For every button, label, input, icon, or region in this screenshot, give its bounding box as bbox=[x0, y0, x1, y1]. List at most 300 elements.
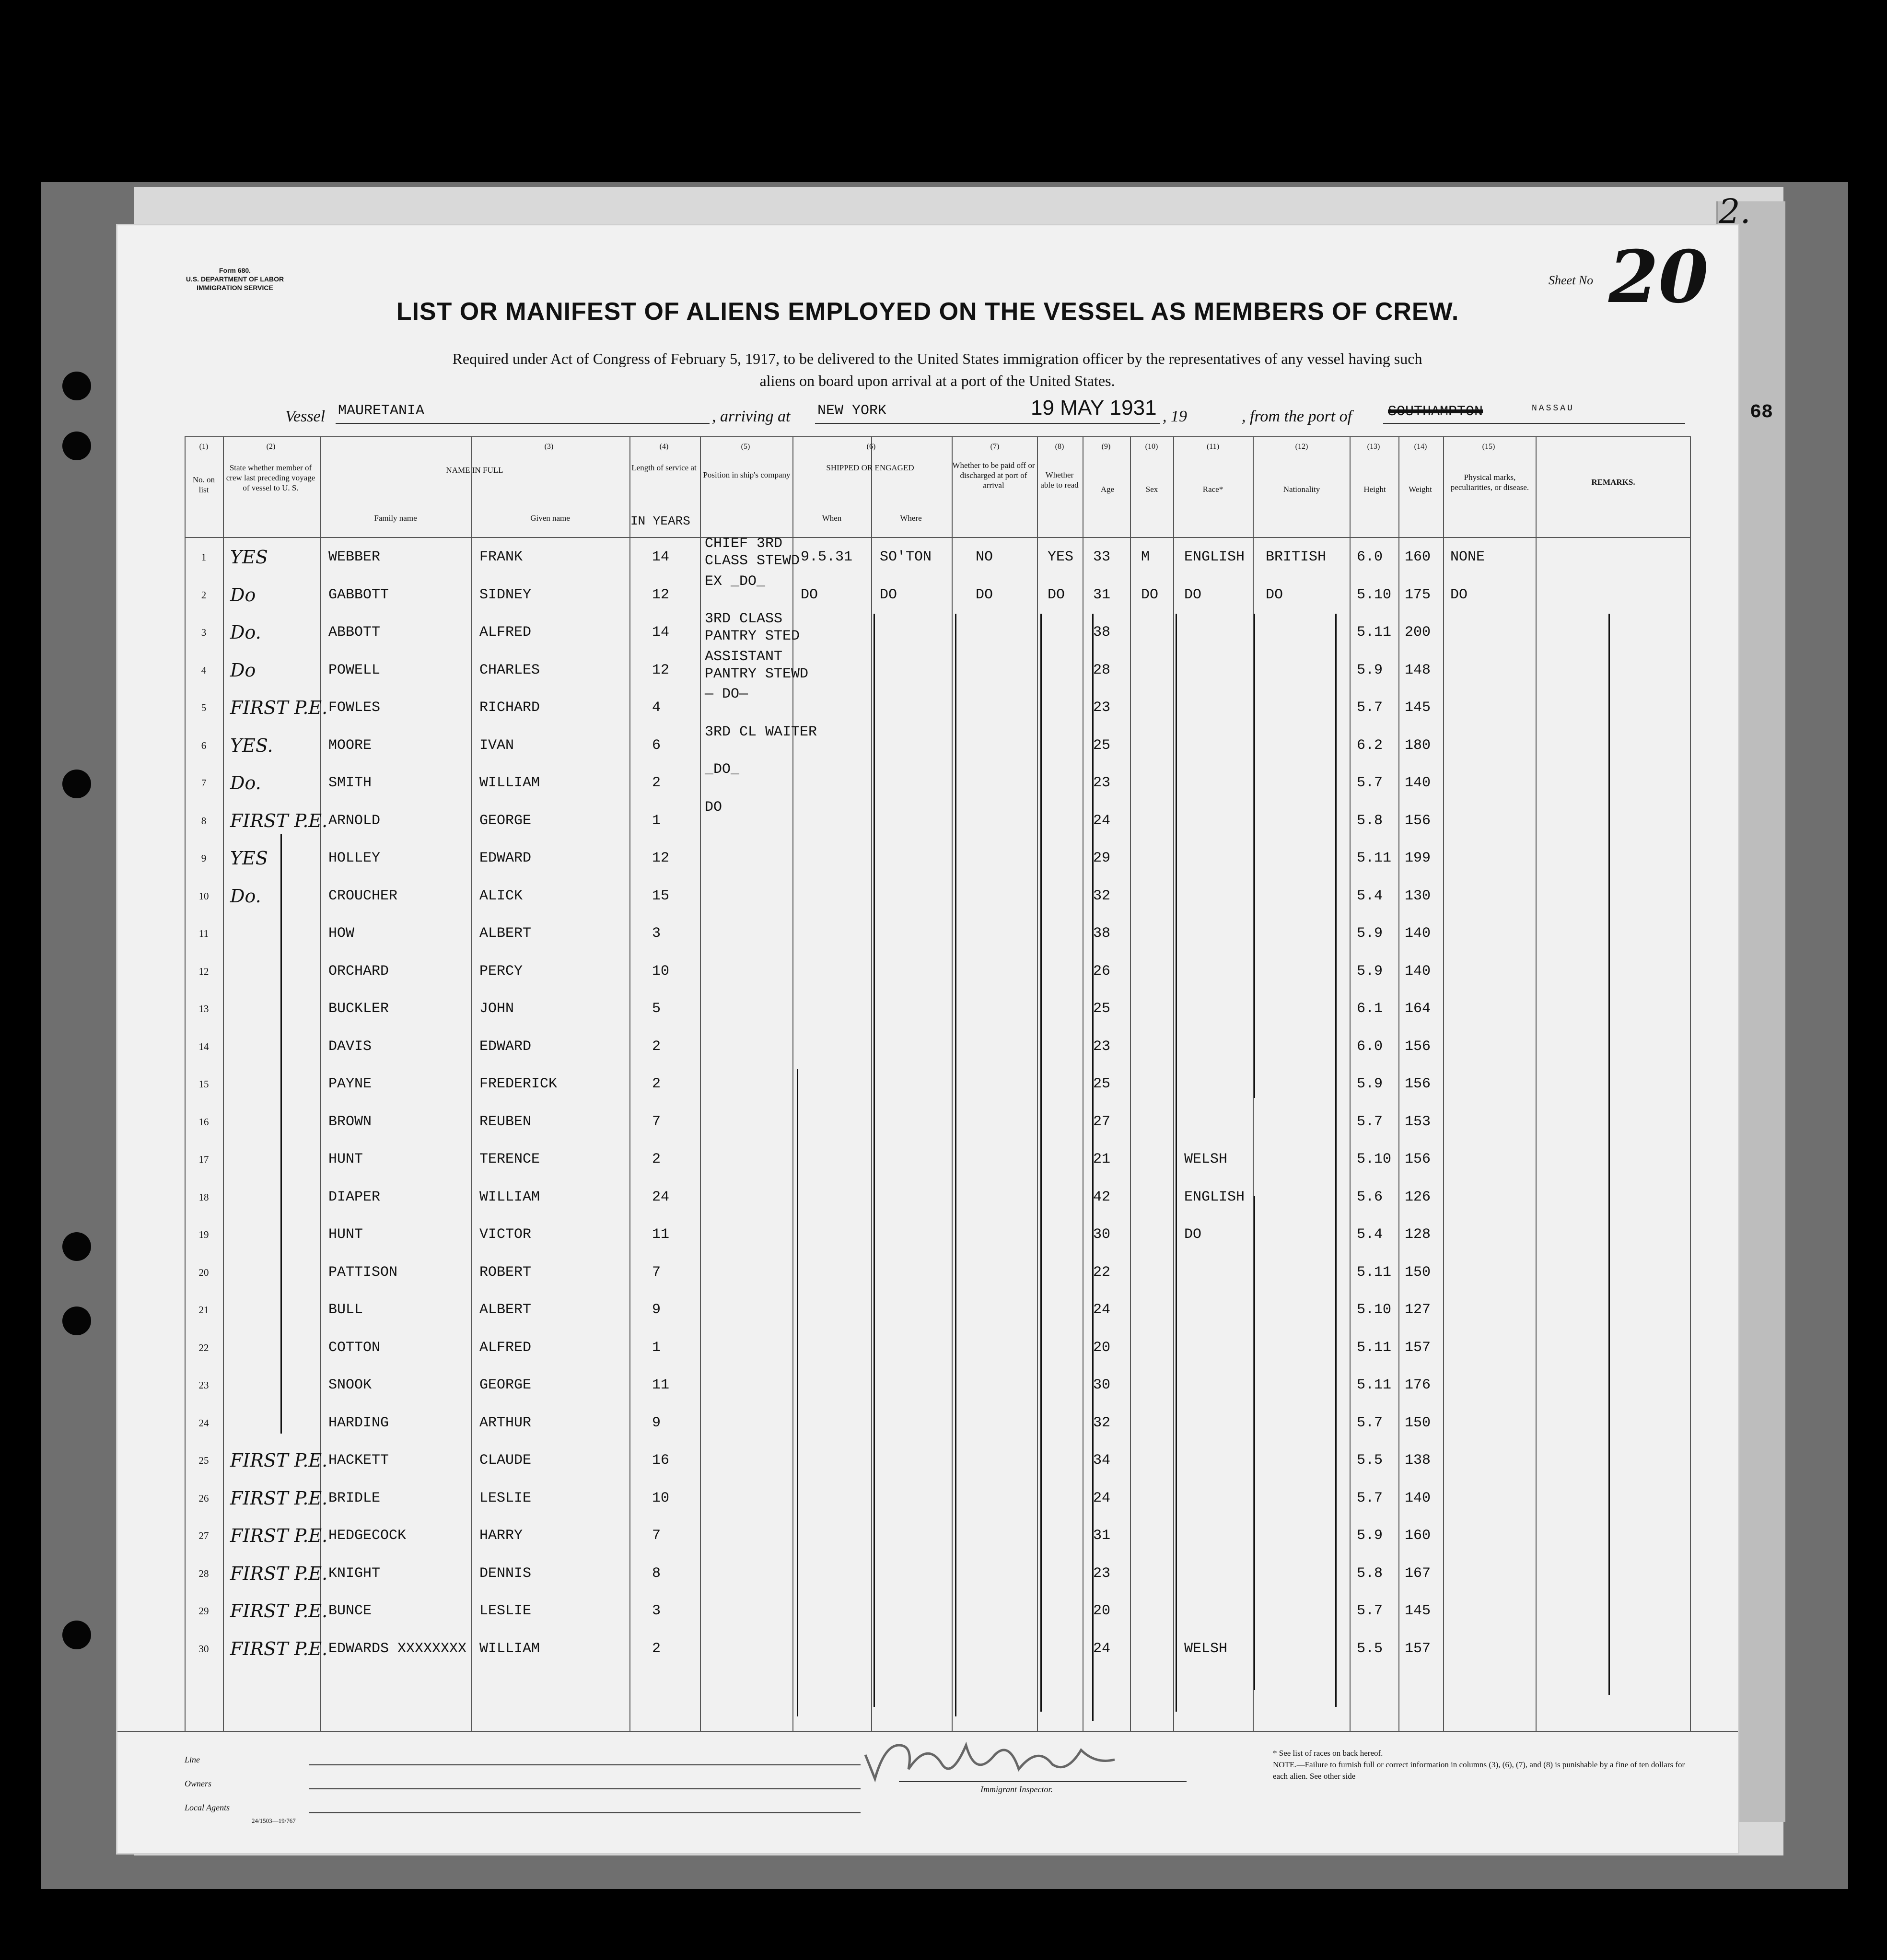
cell-weight: 160 bbox=[1405, 1528, 1431, 1544]
cell-height: 5.11 bbox=[1357, 624, 1392, 641]
cell-family: DAVIS bbox=[328, 1038, 372, 1055]
cell-height: 5.7 bbox=[1357, 1113, 1383, 1130]
cell-age: 23 bbox=[1093, 1038, 1111, 1055]
cell-height: 5.11 bbox=[1357, 1339, 1392, 1356]
manifest-sheet bbox=[117, 192, 1773, 1853]
from-port-struck: SOUTHAMPTON bbox=[1388, 404, 1483, 420]
cell-race: WELSH bbox=[1184, 1151, 1228, 1167]
column-number: (3) bbox=[544, 443, 554, 451]
cell-height: 5.4 bbox=[1357, 1226, 1383, 1243]
cell-given: WILLIAM bbox=[479, 775, 540, 791]
header-given-name: Given name bbox=[530, 513, 570, 523]
document-title: LIST OR MANIFEST OF ALIENS EMPLOYED ON THE VESSEL AS MEMBERS OF CREW. bbox=[396, 298, 1459, 326]
cell-race: ENGLISH bbox=[1184, 549, 1245, 565]
from-label: , from the port of bbox=[1242, 408, 1352, 425]
cell-weight: 156 bbox=[1405, 1076, 1431, 1092]
cell-given: IVAN bbox=[479, 737, 514, 754]
cell-weight: 160 bbox=[1405, 549, 1431, 565]
cell-weight: 140 bbox=[1405, 775, 1431, 791]
cell-family: MOORE bbox=[328, 737, 372, 754]
cell-given: CHARLES bbox=[479, 662, 540, 678]
cell-service: 2 bbox=[652, 1640, 661, 1657]
cell-position: _DO_ bbox=[705, 761, 740, 778]
cell-height: 5.7 bbox=[1357, 1490, 1383, 1506]
date-stamp: 19 MAY 1931 bbox=[1031, 396, 1157, 420]
cell-no: 22 bbox=[198, 1342, 209, 1353]
column-divider bbox=[471, 436, 472, 1731]
punch-hole bbox=[62, 1307, 91, 1335]
cell-no: 12 bbox=[198, 965, 209, 977]
cell-given: ALFRED bbox=[479, 1339, 532, 1356]
cell-height: 5.11 bbox=[1357, 1264, 1392, 1281]
cell-prev: YES. bbox=[230, 735, 273, 756]
department: U.S. DEPARTMENT OF LABOR bbox=[186, 275, 284, 283]
cell-no: 27 bbox=[198, 1530, 209, 1541]
cell-height: 5.7 bbox=[1357, 700, 1383, 716]
cell-family: WEBBER bbox=[328, 549, 381, 565]
cell-height: 5.8 bbox=[1357, 1565, 1383, 1582]
cell-given: FREDERICK bbox=[479, 1076, 558, 1092]
cell-when: DO bbox=[801, 586, 818, 603]
ditto-line-race-lower bbox=[1254, 1196, 1255, 1690]
header-no-on-list: No. on list bbox=[192, 475, 215, 494]
column-divider bbox=[1398, 436, 1399, 1731]
cell-service: 12 bbox=[652, 850, 670, 866]
cell-age: 32 bbox=[1093, 887, 1111, 904]
column-number: (13) bbox=[1367, 443, 1380, 451]
cell-age: 25 bbox=[1093, 737, 1111, 754]
cell-service: 2 bbox=[652, 1038, 661, 1055]
column-divider bbox=[871, 436, 872, 1731]
line-label: Line bbox=[185, 1755, 200, 1764]
cell-family: HEDGECOCK bbox=[328, 1528, 407, 1544]
header-position: Position in ship's company bbox=[703, 470, 791, 479]
cell-family: HUNT bbox=[328, 1151, 363, 1167]
column-number: (6) bbox=[866, 443, 876, 451]
header-race: Race* bbox=[1202, 485, 1223, 494]
document-subtitle bbox=[271, 348, 1604, 392]
cell-no: 17 bbox=[198, 1154, 209, 1165]
cell-position2: PANTRY STED bbox=[705, 628, 800, 644]
cell-service: 11 bbox=[652, 1226, 670, 1243]
punch-hole bbox=[62, 432, 91, 460]
cell-height: 5.9 bbox=[1357, 1076, 1383, 1092]
header-physical-marks: Physical marks, peculiarities, or disease. bbox=[1450, 473, 1529, 492]
column-number: (2) bbox=[266, 443, 276, 451]
inspector-label: Immigrant Inspector. bbox=[980, 1785, 1053, 1794]
column-divider bbox=[629, 436, 630, 1731]
column-number: (4) bbox=[659, 443, 669, 451]
cell-service: 3 bbox=[652, 1603, 661, 1619]
cell-no: 4 bbox=[201, 664, 207, 676]
cell-weight: 156 bbox=[1405, 1038, 1431, 1055]
column-number: (1) bbox=[199, 443, 209, 451]
cell-no: 8 bbox=[201, 815, 207, 827]
subtitle-line-2: aliens on board upon arrival at a port of the United States. bbox=[759, 372, 1115, 389]
cell-height: 6.1 bbox=[1357, 1001, 1383, 1017]
cell-service: 5 bbox=[652, 1001, 661, 1017]
agents-underline bbox=[309, 1812, 861, 1813]
cell-marks: DO bbox=[1450, 586, 1468, 603]
cell-service: 10 bbox=[652, 963, 670, 980]
cell-service: 2 bbox=[652, 1151, 661, 1167]
cell-weight: 126 bbox=[1405, 1189, 1431, 1205]
cell-family: ORCHARD bbox=[328, 963, 389, 980]
cell-weight: 180 bbox=[1405, 737, 1431, 754]
footnote-races: * See list of races on back hereof. bbox=[1273, 1749, 1383, 1758]
ditto-line-where bbox=[955, 614, 956, 1716]
cell-weight: 167 bbox=[1405, 1565, 1431, 1582]
cell-service: 7 bbox=[652, 1113, 661, 1130]
column-divider bbox=[1536, 436, 1537, 1731]
header-separator bbox=[185, 537, 1690, 538]
punch-hole bbox=[62, 372, 91, 400]
column-divider bbox=[223, 436, 224, 1731]
cell-weight: 200 bbox=[1405, 624, 1431, 641]
cell-weight: 175 bbox=[1405, 586, 1431, 603]
cell-weight: 128 bbox=[1405, 1226, 1431, 1243]
cell-age: 38 bbox=[1093, 925, 1111, 942]
header-nationality: Nationality bbox=[1283, 485, 1320, 494]
punch-hole bbox=[62, 770, 91, 798]
cell-no: 2 bbox=[201, 589, 207, 601]
cell-prev: Do bbox=[230, 584, 256, 606]
vessel-label: Vessel bbox=[285, 408, 326, 425]
cell-height: 5.7 bbox=[1357, 1603, 1383, 1619]
cell-prev: Do. bbox=[230, 885, 261, 907]
cell-family: PATTISON bbox=[328, 1264, 398, 1281]
cell-family: HOLLEY bbox=[328, 850, 381, 866]
column-number: (10) bbox=[1145, 443, 1158, 451]
cell-family: BULL bbox=[328, 1302, 363, 1318]
cell-service: 14 bbox=[652, 624, 670, 641]
cell-given: SIDNEY bbox=[479, 586, 532, 603]
table-border bbox=[185, 436, 1690, 437]
cell-prev: FIRST P.E. bbox=[230, 1487, 328, 1509]
cell-race: WELSH bbox=[1184, 1640, 1228, 1657]
cell-height: 6.0 bbox=[1357, 549, 1383, 565]
column-divider bbox=[1130, 436, 1131, 1731]
cell-height: 6.2 bbox=[1357, 737, 1383, 754]
cell-prev: YES bbox=[230, 547, 268, 568]
cell-where: DO bbox=[880, 586, 897, 603]
column-number: (9) bbox=[1101, 443, 1111, 451]
cell-given: ALBERT bbox=[479, 1302, 532, 1318]
cell-age: 26 bbox=[1093, 963, 1111, 980]
cell-service: 1 bbox=[652, 1339, 661, 1356]
cell-position2: PANTRY STEWD bbox=[705, 665, 809, 682]
cell-height: 5.4 bbox=[1357, 887, 1383, 904]
cell-given: REUBEN bbox=[479, 1113, 532, 1130]
cell-given: WILLIAM bbox=[479, 1640, 540, 1657]
cell-family: PAYNE bbox=[328, 1076, 372, 1092]
cell-weight: 176 bbox=[1405, 1377, 1431, 1393]
cell-age: 24 bbox=[1093, 1640, 1111, 1657]
ditto-line-previous-voyage bbox=[280, 834, 282, 1434]
cell-given: ARTHUR bbox=[479, 1414, 532, 1431]
cell-service: 11 bbox=[652, 1377, 670, 1393]
column-number: (8) bbox=[1055, 443, 1064, 451]
cell-age: 38 bbox=[1093, 624, 1111, 641]
cell-read: YES bbox=[1048, 549, 1074, 565]
cell-weight: 199 bbox=[1405, 850, 1431, 866]
cell-service: 1 bbox=[652, 812, 661, 829]
cell-position: EX _DO_ bbox=[705, 573, 766, 590]
ditto-line-when bbox=[874, 614, 875, 1707]
cell-given: ALBERT bbox=[479, 925, 532, 942]
column-number: (14) bbox=[1414, 443, 1427, 451]
column-divider bbox=[185, 436, 186, 1731]
year-label: , 19 bbox=[1163, 408, 1187, 425]
cell-age: 22 bbox=[1093, 1264, 1111, 1281]
cell-service: 8 bbox=[652, 1565, 661, 1582]
cell-age: 20 bbox=[1093, 1339, 1111, 1356]
column-divider bbox=[1037, 436, 1038, 1731]
sheet-label: Sheet No bbox=[1549, 273, 1594, 287]
cell-position2: CLASS STEWD bbox=[705, 553, 800, 569]
vessel-name: MAURETANIA bbox=[338, 403, 425, 419]
cell-no: 26 bbox=[198, 1492, 209, 1504]
cell-weight: 157 bbox=[1405, 1339, 1431, 1356]
cell-service: 12 bbox=[652, 662, 670, 678]
cell-height: 5.9 bbox=[1357, 662, 1383, 678]
service: IMMIGRATION SERVICE bbox=[197, 284, 273, 292]
cell-given: ALFRED bbox=[479, 624, 532, 641]
cell-service: 10 bbox=[652, 1490, 670, 1506]
footnote bbox=[1273, 1748, 1685, 1782]
cell-weight: 150 bbox=[1405, 1414, 1431, 1431]
header-family-name: Family name bbox=[374, 513, 417, 523]
cell-given: EDWARD bbox=[479, 850, 532, 866]
cell-height: 5.11 bbox=[1357, 1377, 1392, 1393]
header-age: Age bbox=[1100, 485, 1115, 494]
crew-manifest-table bbox=[185, 436, 1690, 1731]
cell-given: TERENCE bbox=[479, 1151, 540, 1167]
cell-family: ARNOLD bbox=[328, 812, 381, 829]
cell-given: VICTOR bbox=[479, 1226, 532, 1243]
cell-weight: 127 bbox=[1405, 1302, 1431, 1318]
header-weight: Weight bbox=[1409, 485, 1432, 494]
cell-sex: DO bbox=[1141, 586, 1159, 603]
cell-family: FOWLES bbox=[328, 700, 381, 716]
cell-service: 16 bbox=[652, 1452, 670, 1469]
column-number: (5) bbox=[741, 443, 750, 451]
cell-no: 28 bbox=[198, 1567, 209, 1579]
cell-race: DO bbox=[1184, 586, 1202, 603]
cell-prev: FIRST P.E. bbox=[230, 1563, 328, 1584]
form-number: Form 680. bbox=[219, 267, 251, 274]
cell-given: RICHARD bbox=[479, 700, 540, 716]
footnote-penalty: NOTE.—Failure to furnish full or correct information in columns (3), (6), (7), and (8) is punishable by a fine of ten dollars for each alien. See other side bbox=[1273, 1760, 1685, 1781]
cell-height: 5.5 bbox=[1357, 1452, 1383, 1469]
cell-weight: 138 bbox=[1405, 1452, 1431, 1469]
cell-age: 20 bbox=[1093, 1603, 1111, 1619]
subtitle-line-1: Required under Act of Congress of February 5, 1917, to be delivered to the United States immigration officer by the representatives of any vessel having such bbox=[452, 350, 1422, 367]
cell-family: HARDING bbox=[328, 1414, 389, 1431]
cell-age: 24 bbox=[1093, 1302, 1111, 1318]
cell-no: 20 bbox=[198, 1266, 209, 1278]
cell-service: 14 bbox=[652, 549, 670, 565]
cell-age: 29 bbox=[1093, 850, 1111, 866]
inspector-underline bbox=[899, 1781, 1187, 1782]
cell-given: HARRY bbox=[479, 1528, 523, 1544]
cell-height: 5.9 bbox=[1357, 963, 1383, 980]
cell-weight: 140 bbox=[1405, 1490, 1431, 1506]
from-port: NASSAU bbox=[1532, 404, 1574, 413]
cell-no: 16 bbox=[198, 1116, 209, 1128]
column-divider bbox=[1443, 436, 1444, 1731]
column-divider bbox=[700, 436, 701, 1731]
cell-nationality: BRITISH bbox=[1266, 549, 1327, 565]
cell-given: LESLIE bbox=[479, 1490, 532, 1506]
column-divider bbox=[952, 436, 953, 1731]
column-divider bbox=[1690, 436, 1691, 1731]
cell-no: 29 bbox=[198, 1605, 209, 1617]
cell-weight: 130 bbox=[1405, 887, 1431, 904]
cell-weight: 153 bbox=[1405, 1113, 1431, 1130]
cell-position: 3RD CLASS bbox=[705, 611, 783, 627]
header-paid-off: Whether to be paid off or discharged at port of arrival bbox=[952, 461, 1035, 490]
cell-weight: 156 bbox=[1405, 812, 1431, 829]
cell-no: 15 bbox=[198, 1078, 209, 1090]
cell-paid: DO bbox=[976, 586, 993, 603]
column-divider bbox=[1173, 436, 1174, 1731]
cell-height: 5.7 bbox=[1357, 775, 1383, 791]
column-number: (11) bbox=[1206, 443, 1220, 451]
cell-given: LESLIE bbox=[479, 1603, 532, 1619]
header-where: Where bbox=[900, 513, 922, 523]
cell-no: 14 bbox=[198, 1040, 209, 1052]
cell-service: 15 bbox=[652, 887, 670, 904]
cell-no: 3 bbox=[201, 627, 207, 638]
cell-weight: 156 bbox=[1405, 1151, 1431, 1167]
cell-service: 2 bbox=[652, 775, 661, 791]
cell-family: COTTON bbox=[328, 1339, 381, 1356]
form-identifier bbox=[163, 266, 307, 292]
cell-age: 25 bbox=[1093, 1001, 1111, 1017]
arriving-label: , arriving at bbox=[712, 408, 791, 425]
header-name-in-full: NAME IN FULL bbox=[446, 466, 503, 475]
punch-hole bbox=[62, 1232, 91, 1261]
cell-age: 24 bbox=[1093, 812, 1111, 829]
cell-family: HACKETT bbox=[328, 1452, 389, 1469]
cell-family: GABBOTT bbox=[328, 586, 389, 603]
cell-family: POWELL bbox=[328, 662, 381, 678]
from-underline bbox=[1383, 423, 1685, 424]
cell-family: BRIDLE bbox=[328, 1490, 381, 1506]
cell-height: 5.7 bbox=[1357, 1414, 1383, 1431]
cell-given: PERCY bbox=[479, 963, 523, 980]
punch-hole bbox=[62, 1621, 91, 1649]
ditto-line-sex bbox=[1176, 614, 1177, 1712]
cell-height: 5.6 bbox=[1357, 1189, 1383, 1205]
page-number: 68 bbox=[1750, 402, 1773, 423]
cell-given: CLAUDE bbox=[479, 1452, 532, 1469]
cell-prev: FIRST P.E. bbox=[230, 1450, 328, 1471]
cell-family: HOW bbox=[328, 925, 355, 942]
cell-family: BUNCE bbox=[328, 1603, 372, 1619]
owners-underline bbox=[309, 1788, 861, 1789]
cell-where: SO'TON bbox=[880, 549, 932, 565]
header-height: Height bbox=[1363, 485, 1386, 494]
cell-prev: FIRST P.E. bbox=[230, 1600, 328, 1622]
arriving-underline bbox=[815, 423, 1160, 424]
cell-age: 23 bbox=[1093, 700, 1111, 716]
header-when: When bbox=[822, 513, 842, 523]
header-able-to-read: Whether able to read bbox=[1040, 470, 1079, 490]
cell-no: 10 bbox=[198, 890, 209, 902]
vessel-line bbox=[285, 396, 1773, 432]
cell-service: 4 bbox=[652, 700, 661, 716]
cell-age: 31 bbox=[1093, 1528, 1111, 1544]
cell-no: 21 bbox=[198, 1304, 209, 1316]
cell-age: 32 bbox=[1093, 1414, 1111, 1431]
owners-label: Owners bbox=[185, 1779, 212, 1788]
cell-weight: 140 bbox=[1405, 925, 1431, 942]
cell-race: DO bbox=[1184, 1226, 1202, 1243]
cell-prev: FIRST P.E. bbox=[230, 1525, 328, 1546]
cell-given: GEORGE bbox=[479, 812, 532, 829]
cell-given: DENNIS bbox=[479, 1565, 532, 1582]
cell-no: 9 bbox=[201, 852, 207, 864]
cell-age: 33 bbox=[1093, 549, 1111, 565]
vessel-underline bbox=[336, 423, 710, 424]
inspector-signature bbox=[856, 1726, 1143, 1788]
cell-age: 30 bbox=[1093, 1226, 1111, 1243]
header-shipped-or-engaged: SHIPPED OR ENGAGED bbox=[826, 463, 914, 472]
cell-height: 6.0 bbox=[1357, 1038, 1383, 1055]
cell-given: WILLIAM bbox=[479, 1189, 540, 1205]
cell-family: HUNT bbox=[328, 1226, 363, 1243]
ditto-line-paid-off bbox=[1040, 614, 1042, 1712]
cell-family: EDWARDS XXXXXXXX bbox=[328, 1640, 467, 1657]
cell-marks: NONE bbox=[1450, 549, 1485, 565]
cell-no: 5 bbox=[201, 702, 207, 713]
cell-no: 25 bbox=[198, 1455, 209, 1466]
cell-no: 7 bbox=[201, 777, 207, 789]
cell-given: ALICK bbox=[479, 887, 523, 904]
cell-family: BROWN bbox=[328, 1113, 372, 1130]
cell-height: 5.5 bbox=[1357, 1640, 1383, 1657]
cell-weight: 140 bbox=[1405, 963, 1431, 980]
cell-given: ROBERT bbox=[479, 1264, 532, 1281]
header-service-unit: IN YEARS bbox=[630, 514, 690, 528]
cell-no: 19 bbox=[198, 1229, 209, 1240]
cell-family: CROUCHER bbox=[328, 887, 398, 904]
arriving-port: NEW YORK bbox=[817, 403, 887, 419]
column-divider bbox=[1350, 436, 1351, 1731]
cell-age: 31 bbox=[1093, 586, 1111, 603]
cell-age: 23 bbox=[1093, 775, 1111, 791]
cell-prev: FIRST P.E. bbox=[230, 697, 328, 718]
cell-prev: FIRST P.E. bbox=[230, 1638, 328, 1659]
cell-no: 6 bbox=[201, 739, 207, 751]
cell-no: 18 bbox=[198, 1191, 209, 1203]
column-number: (7) bbox=[990, 443, 1000, 451]
cell-service: 12 bbox=[652, 586, 670, 603]
header-sex: Sex bbox=[1145, 485, 1158, 494]
corner-mark: 2. bbox=[1719, 192, 1751, 231]
cell-weight: 148 bbox=[1405, 662, 1431, 678]
cell-given: EDWARD bbox=[479, 1038, 532, 1055]
cell-age: 34 bbox=[1093, 1452, 1111, 1469]
header-remarks: REMARKS. bbox=[1591, 478, 1635, 487]
cell-family: KNIGHT bbox=[328, 1565, 381, 1582]
cell-weight: 157 bbox=[1405, 1640, 1431, 1657]
local-agents-label: Local Agents bbox=[185, 1803, 230, 1812]
cell-age: 28 bbox=[1093, 662, 1111, 678]
cell-no: 24 bbox=[198, 1417, 209, 1429]
